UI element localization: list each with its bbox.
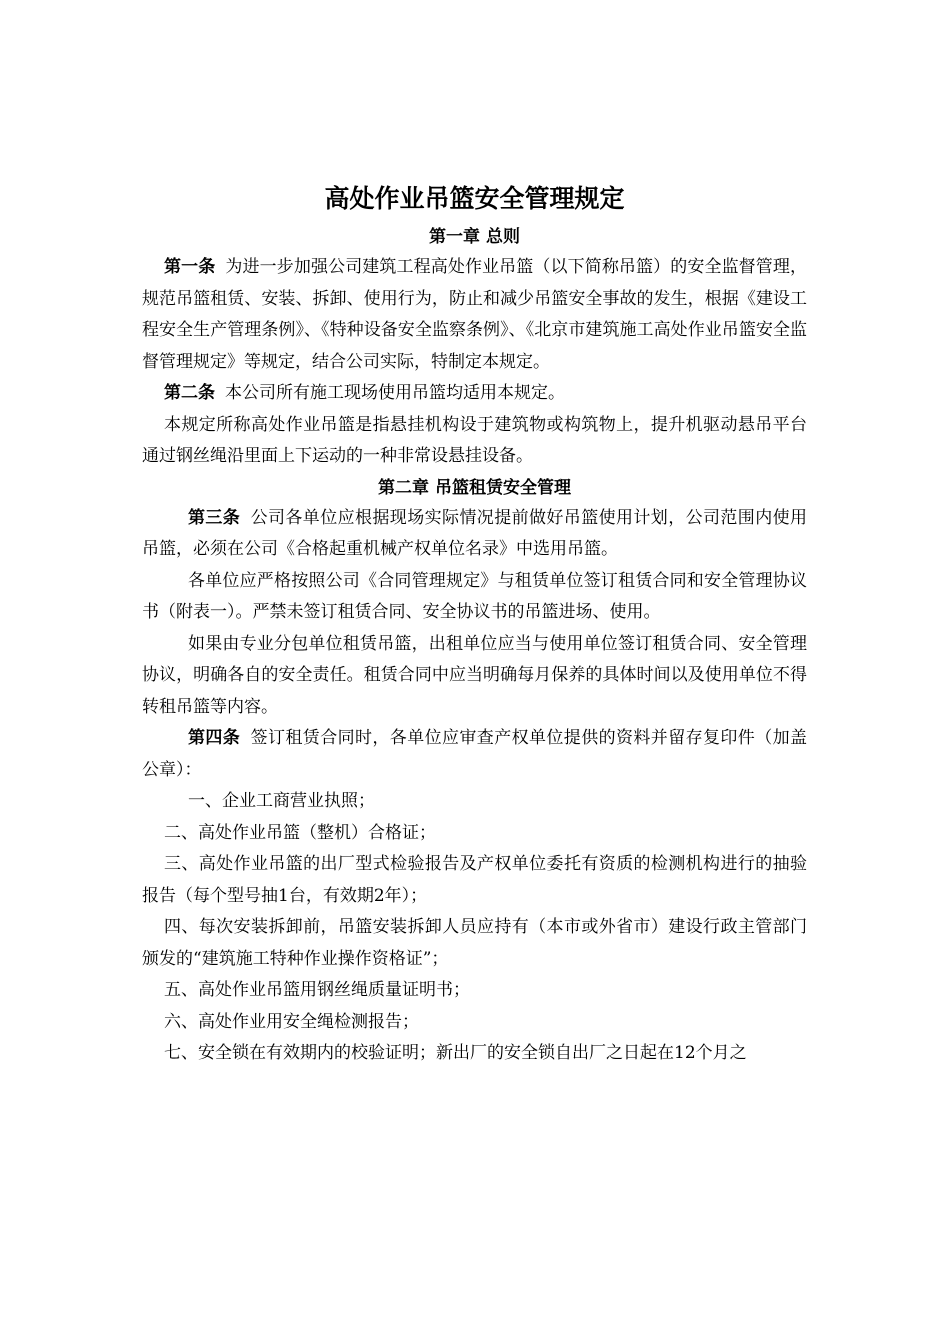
list-item: 三、高处作业吊篮的出厂型式检验报告及产权单位委托有资质的检测机构进行的抽验报告（每个型号抽1台，有效期2年）； [142,854,807,906]
article-3-label: 第三条 [188,507,241,528]
article-1 [142,252,807,378]
article-3 [142,503,807,566]
document-body [142,180,807,1070]
article-1-label: 第一条 [164,257,216,277]
document-title: 高处作业吊篮安全管理规定 [324,184,625,213]
article-3-text: 公司各单位应根据现场实际情况提前做好吊篮使用计划，公司范围内使用吊篮，必须在公司《合格起重机械产权单位名录》中选用吊篮。 [142,507,808,559]
definition-paragraph: 本规定所称高处作业吊篮是指悬挂机构设于建筑物或构筑物上，提升机驱动悬吊平台通过钢丝绳沿里面上下运动的一种非常设悬挂设备。 [142,414,807,466]
article-2 [142,378,807,410]
article-1-text: 为进一步加强公司建筑工程高处作业吊篮（以下简称吊篮）的安全监督管理，规范吊篮租赁、安装、拆卸、使用行为，防止和减少吊篮安全事故的发生，根据《建设工程安全生产管理条例》、《特种设备安全监察条例》、《北京市建筑施工高处作业吊篮安全监督管理规定》等规定，结合公司实际，特制定本规定。 [142,257,808,372]
list-item: 四、每次安装拆卸前，吊篮安装拆卸人员应持有（本市或外省市）建设行政主管部门颁发的“建筑施工特种作业操作资格证”； [142,917,807,969]
chapter-1-heading: 第一章 总则 [429,227,520,247]
article-2-label: 第二条 [164,383,215,403]
article-2-text: 本公司所有施工现场使用吊篮均适用本规定。 [225,383,565,403]
article-4-text: 签订租赁合同时，各单位应审查产权单位提供的资料并留存复印件（加盖公章）： [142,728,808,780]
article-4 [142,723,807,786]
list-item: 一、企业工商营业执照； [188,791,375,811]
article-4-label: 第四条 [188,728,241,748]
list-item: 五、高处作业吊篮用钢丝绳质量证明书； [164,980,470,1000]
list-item: 六、高处作业用安全绳检测报告； [164,1011,419,1032]
chapter-2-heading: 第二章 吊篮租赁安全管理 [378,477,571,498]
subcontract-paragraph: 如果由专业分包单位租赁吊篮，出租单位应当与使用单位签订租赁合同、安全管理协议，明确各自的安全责任。租赁合同中应当明确每月保养的具体时间以及使用单位不得转租吊篮等内容。 [142,633,807,717]
list-item: 七、安全锁在有效期内的校验证明；新出厂的安全锁自出厂之日起在12个月之 [164,1043,747,1063]
list-item: 二、高处作业吊篮（整机）合格证； [164,822,436,843]
contract-paragraph: 各单位应严格按照公司《合同管理规定》与租赁单位签订租赁合同和安全管理协议书（附表一）。严禁未签订租赁合同、安全协议书的吊篮进场、使用。 [142,570,807,622]
